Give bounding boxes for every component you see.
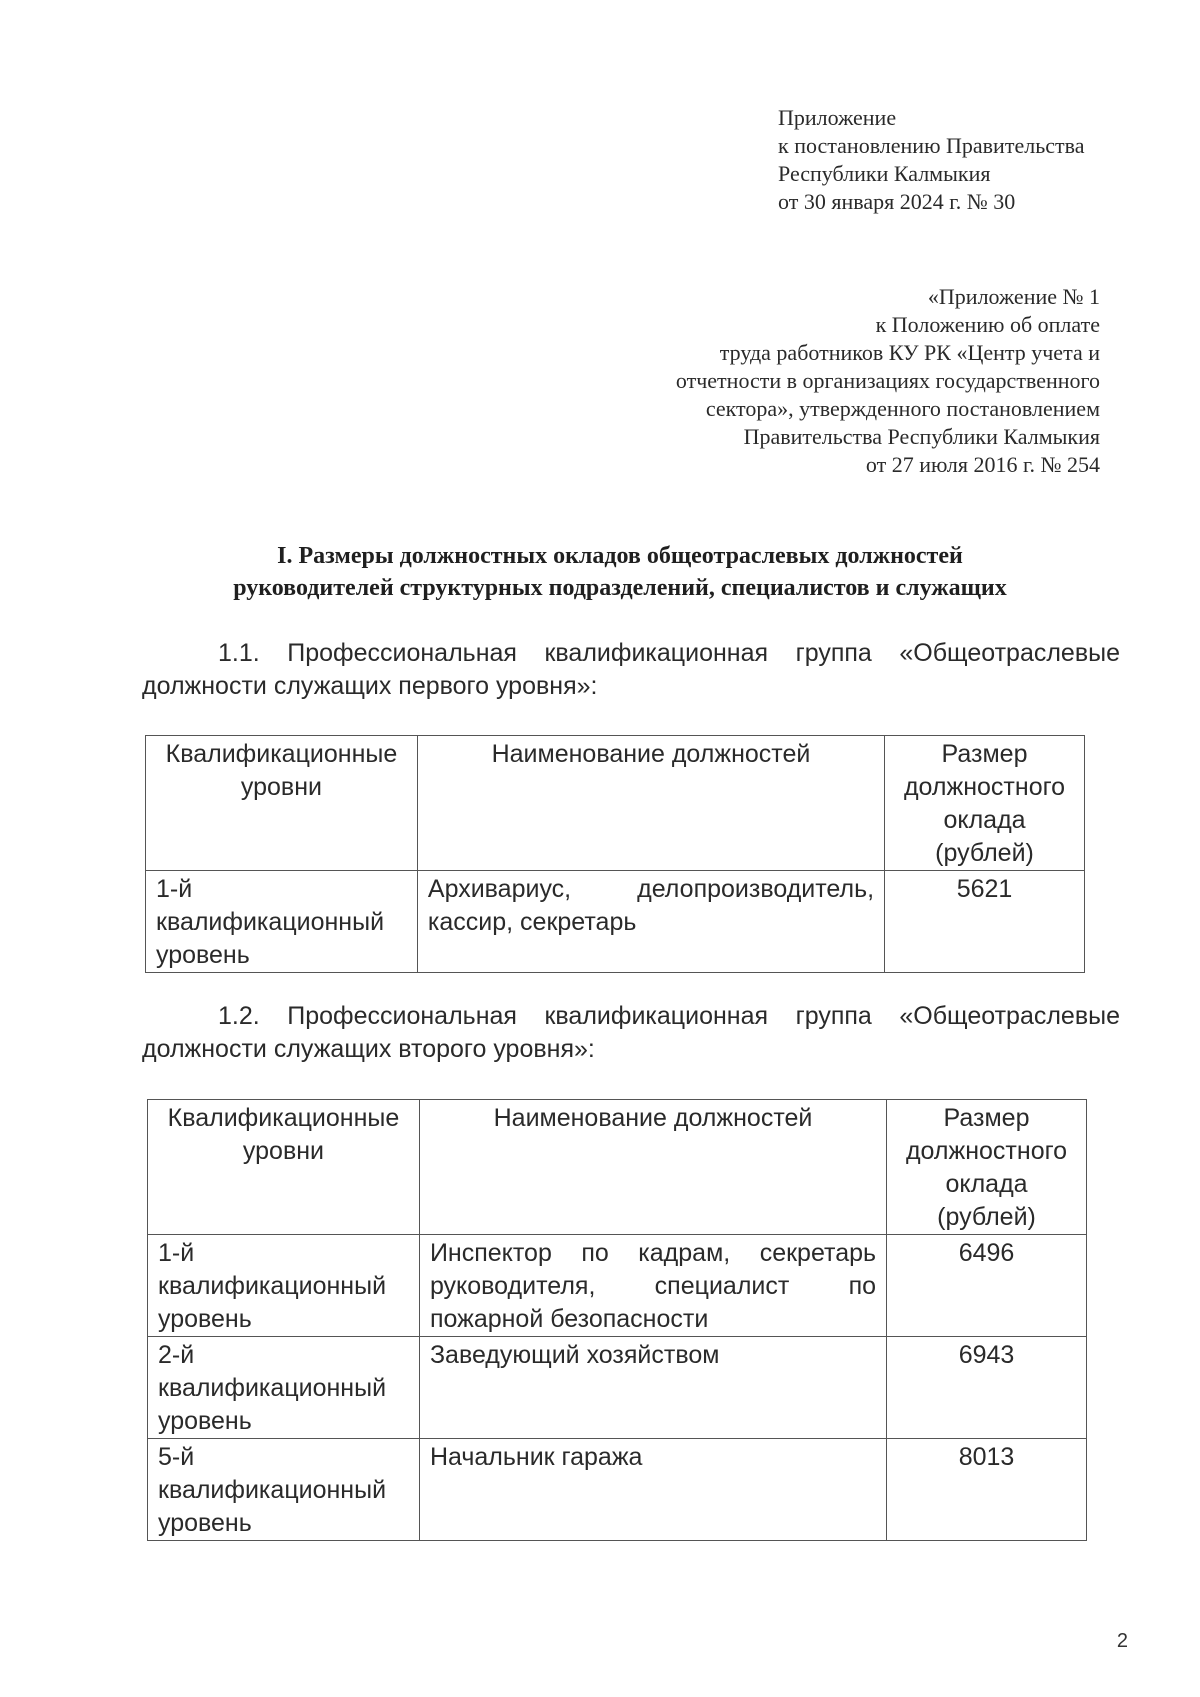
section-heading-line: руководителей структурных подразделений, специалистов и служащих (233, 575, 1007, 601)
section-heading-line: I. Размеры должностных окладов общеотраслевых должностей (277, 543, 963, 569)
cell-level: 2-й квалификационный уровень (148, 1337, 420, 1439)
group2-paragraph (142, 1000, 1120, 1066)
appendix-quote-line: Правительства Республики Калмыкия (743, 424, 1100, 449)
group2-paragraph-line: 1.2. Профессиональная квалификационная группа «Общеотраслевые (218, 1002, 1120, 1030)
header-positions: Наименование должностей (419, 1100, 886, 1235)
page-number: 2 (1116, 1630, 1128, 1652)
cell-positions: Инспектор по кадрам, секретарь руководителя, специалист по пожарной безопасности (419, 1235, 886, 1337)
table-header-row (148, 1100, 1087, 1235)
cell-positions: Заведующий хозяйством (419, 1337, 886, 1439)
header-positions: Наименование должностей (417, 736, 884, 871)
cell-salary: 6943 (887, 1337, 1087, 1439)
cell-positions: Архивариус, делопроизводитель, кассир, секретарь (417, 871, 884, 973)
cell-positions: Начальник гаража (419, 1439, 886, 1541)
appendix-quote-line: к Положению об оплате (875, 312, 1100, 337)
appendix-header-line: к постановлению Правительства (778, 133, 1085, 158)
appendix-quote-line: сектора», утвержденного постановлением (705, 396, 1100, 421)
appendix-quote-line: труда работников КУ РК «Центр учета и (719, 340, 1100, 365)
appendix-header (778, 104, 1084, 216)
table-row (146, 871, 1085, 973)
appendix-quote-line: отчетности в организациях государственного (675, 368, 1100, 393)
table-row (148, 1235, 1087, 1337)
group2-salary-table (147, 1099, 1087, 1541)
header-levels: Квалификационные уровни (148, 1100, 420, 1235)
appendix-header-line: от 30 января 2024 г. № 30 (778, 189, 1016, 214)
cell-salary: 5621 (885, 871, 1085, 973)
cell-salary: 6496 (887, 1235, 1087, 1337)
appendix-quote-line: от 27 июля 2016 г. № 254 (865, 452, 1100, 477)
group1-paragraph-line: 1.1. Профессиональная квалификационная группа «Общеотраслевые (218, 639, 1120, 667)
cell-level: 1-й квалификационный уровень (148, 1235, 420, 1337)
group1-salary-table (145, 735, 1085, 973)
header-levels: Квалификационные уровни (146, 736, 418, 871)
header-salary: Размер должностного оклада (рублей) (885, 736, 1085, 871)
header-salary: Размер должностного оклада (рублей) (887, 1100, 1087, 1235)
section-heading (130, 540, 1110, 604)
group2-paragraph-line: должности служащих второго уровня»: (142, 1035, 595, 1063)
table-row (148, 1439, 1087, 1541)
cell-level: 5-й квалификационный уровень (148, 1439, 420, 1541)
group1-paragraph-line: должности служащих первого уровня»: (142, 672, 598, 700)
cell-level: 1-й квалификационный уровень (146, 871, 418, 973)
table-row (148, 1337, 1087, 1439)
appendix-quote-line: «Приложение № 1 (927, 284, 1100, 309)
appendix-header-line: Республики Калмыкия (778, 161, 991, 186)
table-header-row (146, 736, 1085, 871)
appendix-quote (676, 283, 1100, 479)
group1-paragraph (142, 637, 1120, 703)
cell-salary: 8013 (887, 1439, 1087, 1541)
appendix-header-line: Приложение (778, 105, 897, 130)
